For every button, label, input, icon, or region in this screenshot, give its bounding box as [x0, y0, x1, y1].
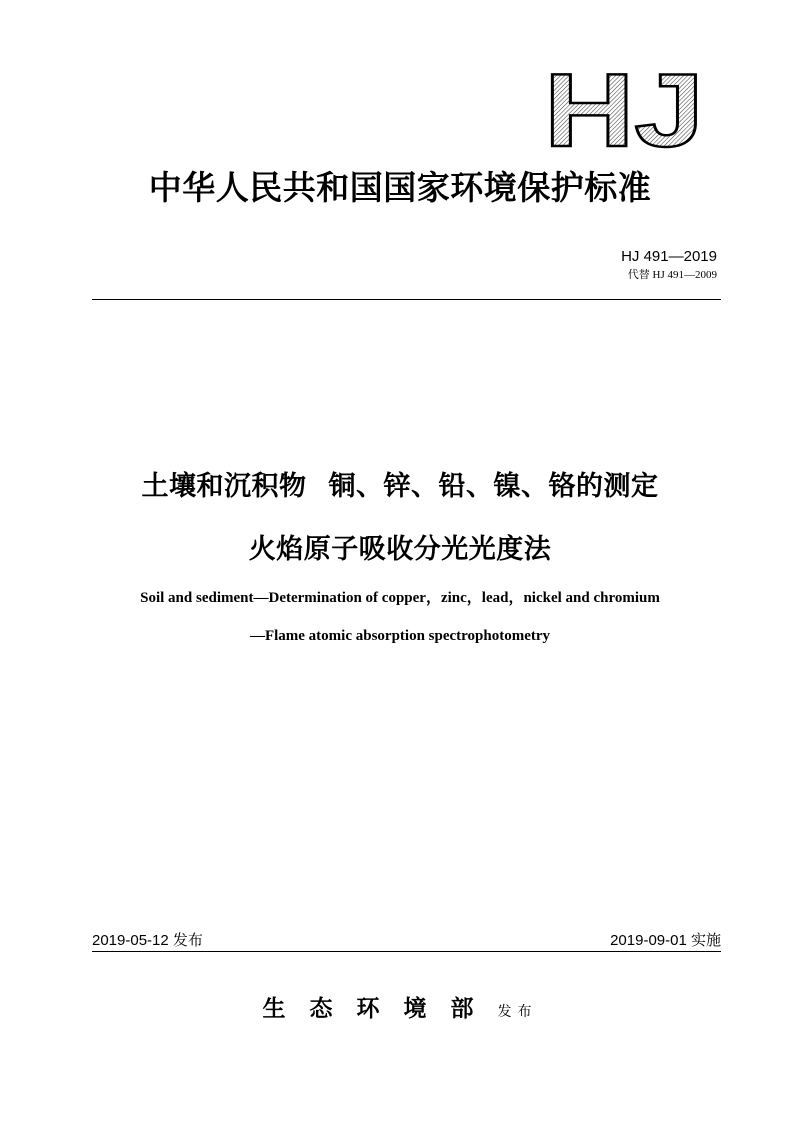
issuer-suffix: 发布: [497, 1004, 538, 1020]
hj-logo-text: HJ: [544, 66, 704, 150]
chinese-title-analytes: 铜、锌、铅、镍、铬的测定: [328, 471, 659, 502]
issue-date: 2019-05-12 发布: [92, 932, 203, 949]
chinese-title-line-2: 火焰原子吸收分光光度法: [248, 534, 552, 565]
hj-logo: [540, 66, 708, 150]
standard-code: HJ 491—2019: [621, 248, 717, 265]
chinese-title-line-1: [0, 464, 800, 503]
bottom-divider: [92, 951, 721, 952]
top-divider: [92, 299, 721, 300]
replaces-standard: 代替 HJ 491—2009: [627, 269, 717, 281]
organization-title: 中华人民共和国国家环境保护标准: [148, 168, 652, 207]
standard-code-block: [621, 247, 717, 283]
issuer-name: 生态环境部: [262, 995, 498, 1022]
issuer: [0, 990, 800, 1023]
implementation-date: 2019-09-01 实施: [610, 932, 721, 949]
english-title-line-1: Soil and sediment—Determination of copper，zinc，lead，nickel and chromium: [140, 590, 660, 606]
chinese-title-subject: 土壤和沉积物: [141, 471, 307, 502]
english-title-line-2: —Flame atomic absorption spectrophotometry: [249, 628, 551, 644]
